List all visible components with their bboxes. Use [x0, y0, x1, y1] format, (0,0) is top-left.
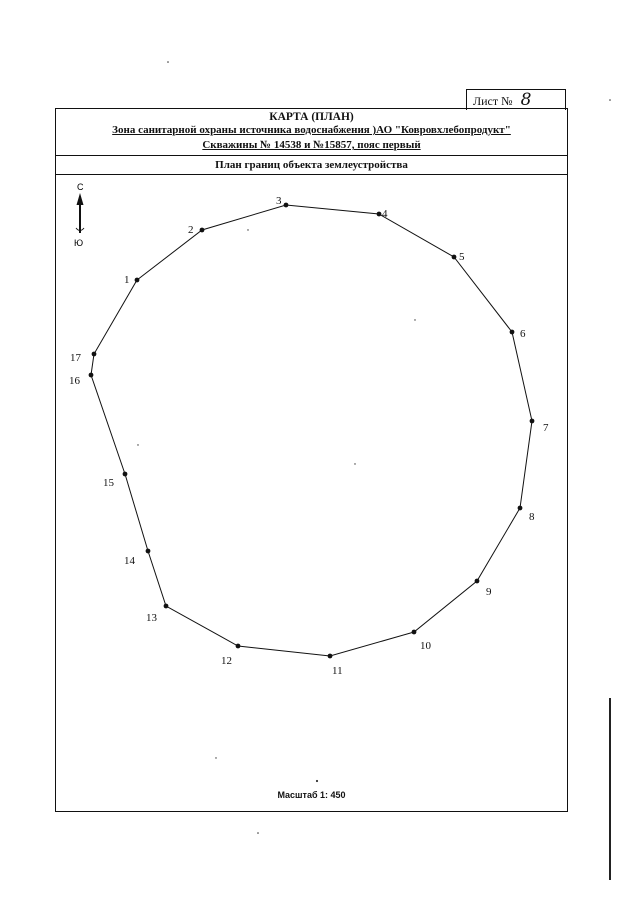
scan-speck [167, 61, 169, 63]
boundary-point [518, 506, 523, 511]
scan-edge-mark [609, 698, 611, 880]
scan-speck [137, 444, 138, 445]
sheet-label: Лист № [473, 94, 513, 108]
boundary-point [146, 549, 151, 554]
boundary-point [328, 654, 333, 659]
scan-speck [609, 99, 611, 101]
scan-speck [354, 463, 355, 464]
sheet-number: 8 [520, 90, 532, 110]
boundary-point-label: 8 [529, 511, 535, 523]
scan-speck [316, 780, 318, 782]
boundary-point-label: 15 [103, 477, 114, 489]
plan-subtitle: План границ объекта землеустройства [215, 159, 408, 171]
scan-speck [215, 757, 216, 758]
wells-title: Скважины № 14538 и №15857, пояс первый [202, 139, 421, 151]
boundary-point-label: 6 [520, 328, 526, 340]
compass-south-label: Ю [74, 238, 84, 248]
compass-north-label: С [77, 182, 84, 192]
boundary-point [510, 330, 515, 335]
boundary-point-label: 3 [276, 195, 282, 207]
boundary-point [200, 228, 205, 233]
scan-speck [247, 229, 248, 230]
boundary-point-label: 9 [486, 586, 492, 598]
map-title: КАРТА (ПЛАН) [269, 111, 354, 123]
boundary-point [284, 203, 289, 208]
boundary-point-label: 12 [221, 655, 232, 667]
scan-speck [257, 832, 259, 834]
boundary-point [89, 373, 94, 378]
boundary-point-label: 14 [124, 555, 135, 567]
boundary-point-label: 13 [146, 612, 157, 624]
boundary-point [92, 352, 97, 357]
boundary-point [135, 278, 140, 283]
boundary-point [452, 255, 457, 260]
boundary-point [377, 212, 382, 217]
boundary-point-label: 17 [70, 352, 81, 364]
boundary-point [412, 630, 417, 635]
boundary-point-label: 5 [459, 251, 465, 263]
zone-title: Зона санитарной охраны источника водоснабжения )АО "Ковровхлебопродукт" [112, 124, 511, 136]
boundary-point [123, 472, 128, 477]
boundary-line [91, 205, 532, 656]
scale-label: Масштаб 1: 450 [277, 790, 346, 800]
boundary-point-label: 7 [543, 422, 549, 434]
boundary-point-label: 2 [188, 224, 194, 236]
boundary-point [164, 604, 169, 609]
boundary-point-label: 11 [332, 665, 343, 677]
scan-speck [414, 319, 415, 320]
boundary-point-label: 16 [69, 375, 80, 387]
boundary-point [236, 644, 241, 649]
boundary-point-label: 10 [420, 640, 431, 652]
boundary-point [530, 419, 535, 424]
boundary-polygon-group [69, 195, 549, 677]
boundary-point-label: 1 [124, 274, 130, 286]
north-arrow-icon [76, 193, 84, 233]
boundary-point-label: 4 [382, 208, 388, 220]
boundary-point [475, 579, 480, 584]
